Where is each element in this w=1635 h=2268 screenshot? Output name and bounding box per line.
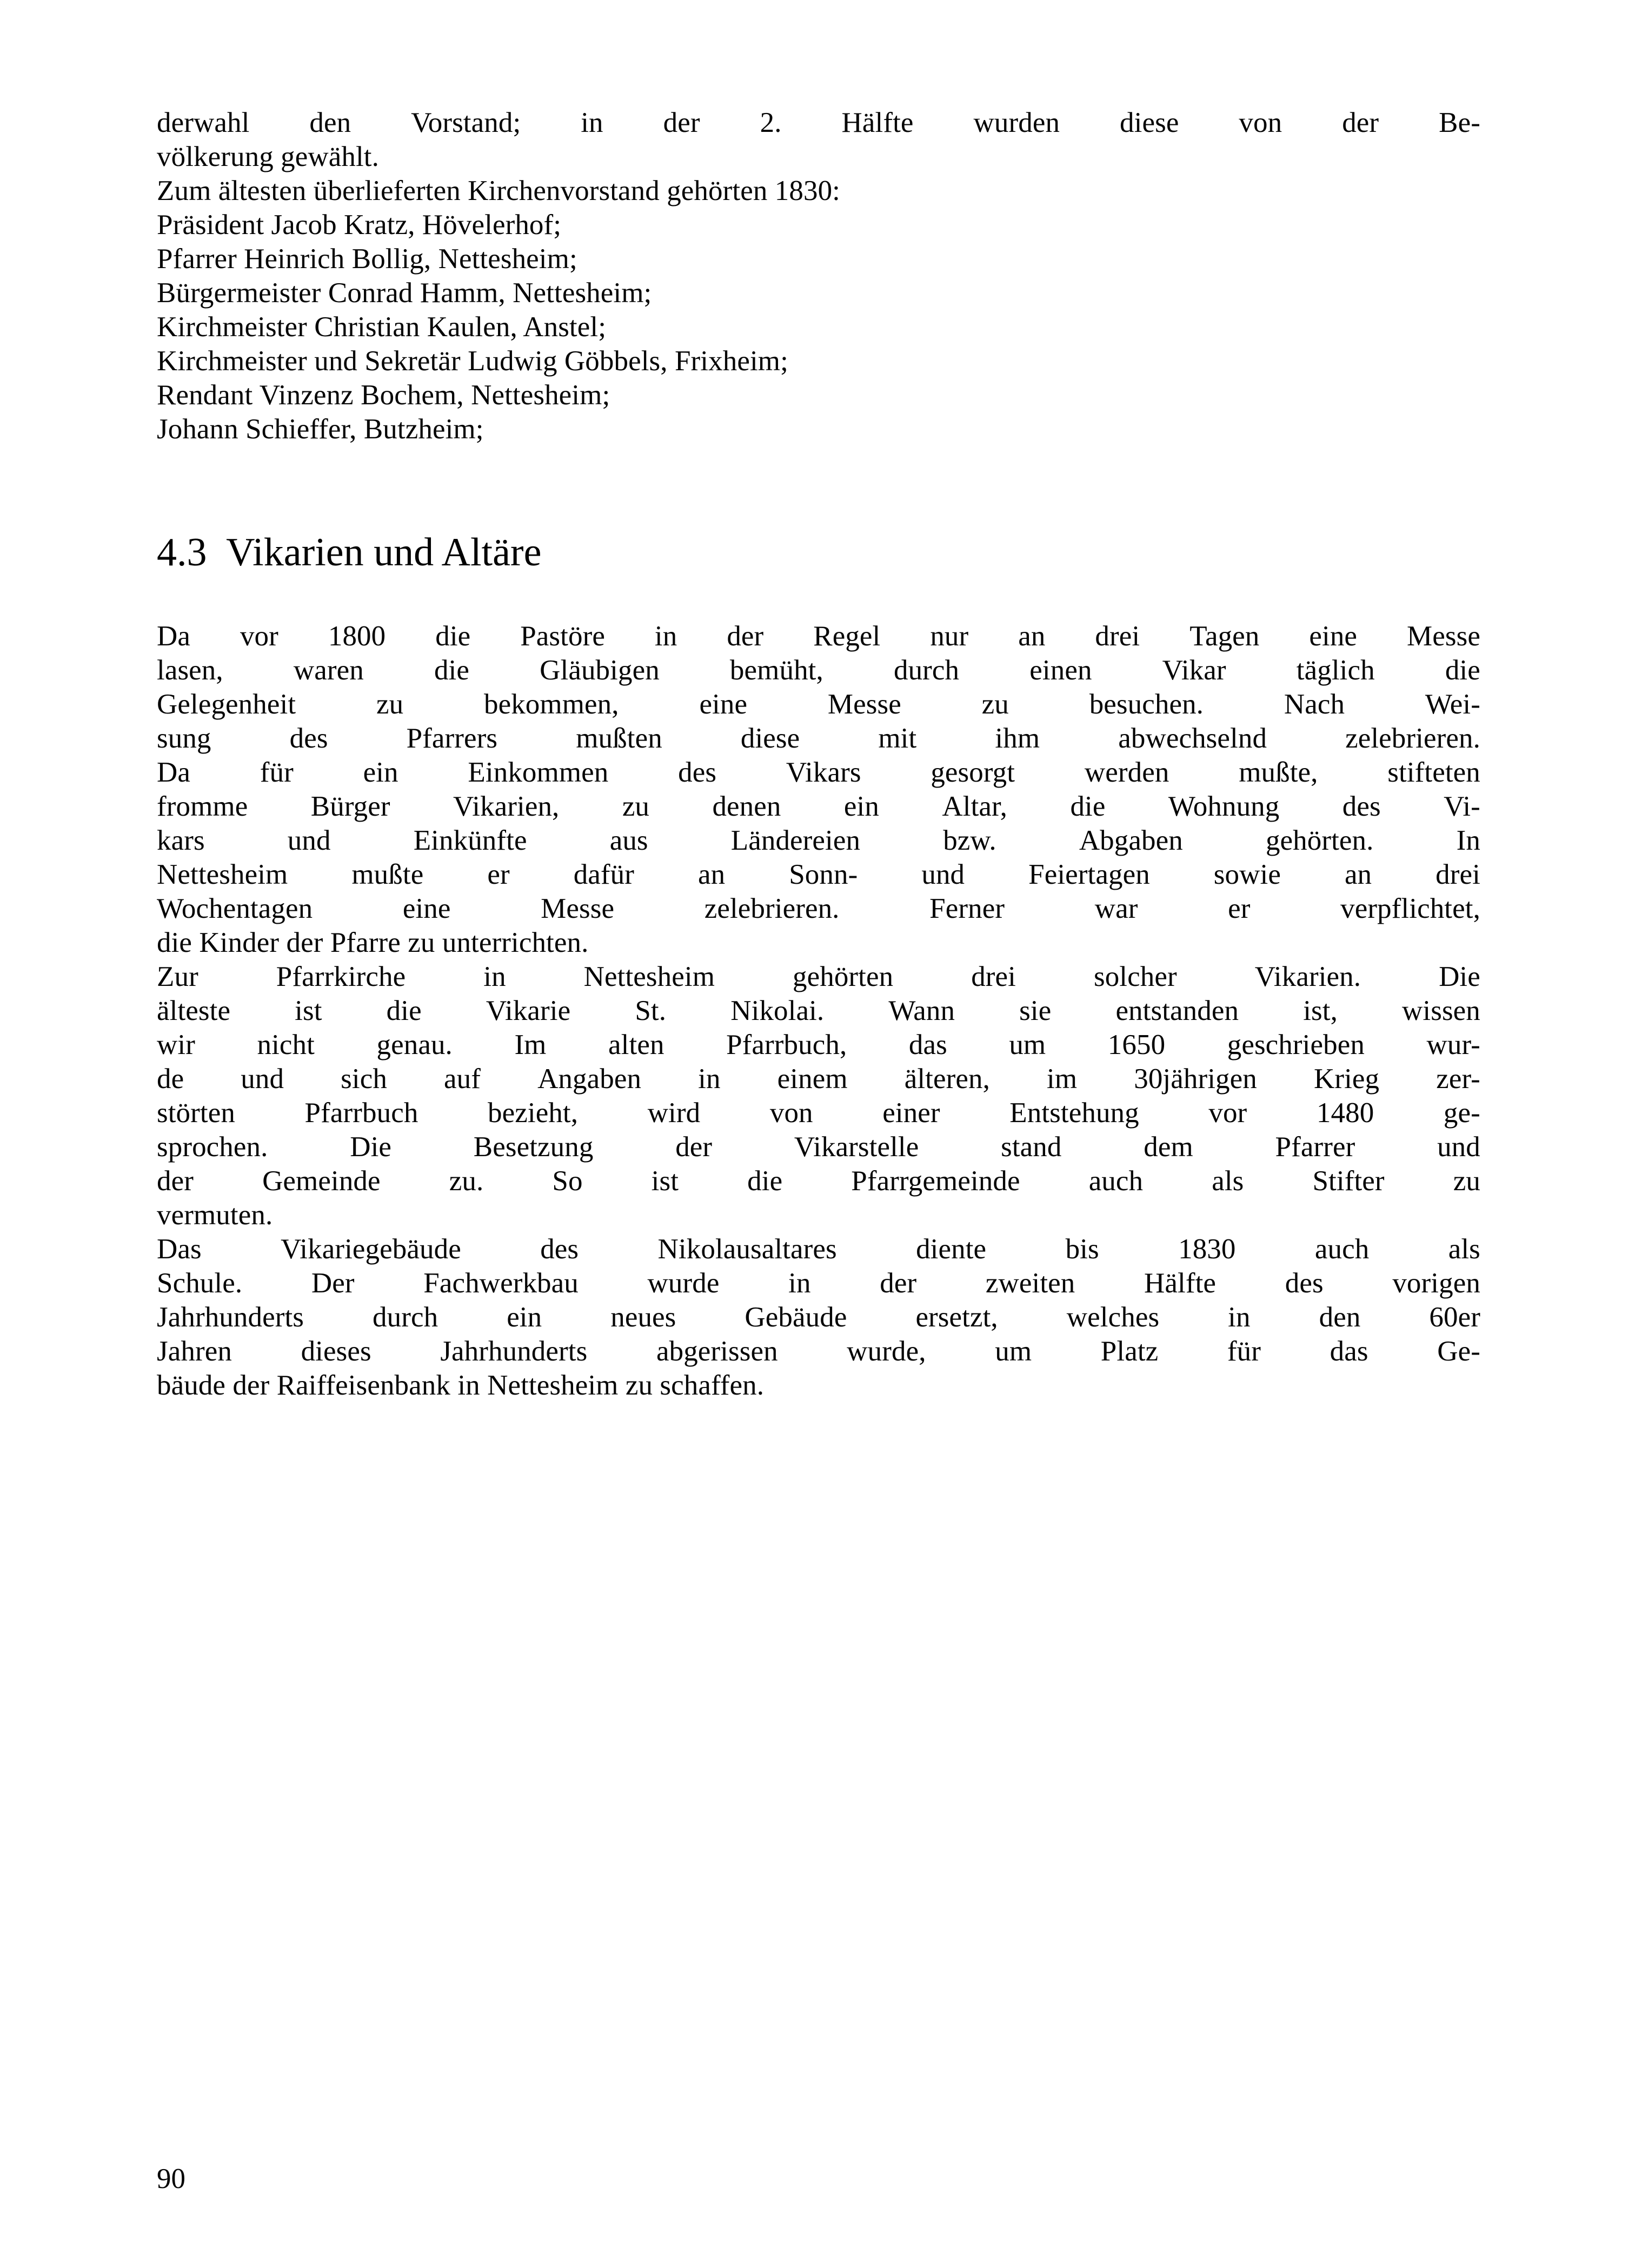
text-line: die Kinder der Pfarre zu unterrichten. bbox=[157, 927, 589, 958]
body-paragraph-3 bbox=[157, 960, 1480, 1232]
text-line: sprochen. Die Besetzung der Vikarstelle stand dem Pfarrer und bbox=[157, 1131, 1480, 1163]
page-number: 90 bbox=[157, 2163, 185, 2194]
text-line: sung des Pfarrers mußten diese mit ihm abwechselnd zelebrieren. bbox=[157, 723, 1480, 754]
board-list bbox=[157, 174, 1480, 446]
list-item: Kirchmeister Christian Kaulen, Anstel; bbox=[157, 311, 607, 343]
list-item: Johann Schieffer, Butzheim; bbox=[157, 413, 484, 445]
text-column bbox=[157, 106, 1480, 1403]
text-line: älteste ist die Vikarie St. Nikolai. Wann sie entstanden ist, wissen bbox=[157, 995, 1480, 1026]
text-line: vermuten. bbox=[157, 1199, 273, 1231]
text-line: Das Vikariegebäude des Nikolausaltares diente bis 1830 auch als bbox=[157, 1233, 1480, 1265]
text-line: Da für ein Einkommen des Vikars gesorgt werden mußte, stifteten bbox=[157, 757, 1480, 788]
text-line: Jahren dieses Jahrhunderts abgerissen wurde, um Platz für das Ge- bbox=[157, 1336, 1480, 1367]
board-list-intro: Zum ältesten überlieferten Kirchenvorstand gehörten 1830: bbox=[157, 175, 841, 206]
list-item: Bürgermeister Conrad Hamm, Nettesheim; bbox=[157, 277, 652, 309]
text-line: Zur Pfarrkirche in Nettesheim gehörten drei solcher Vikarien. Die bbox=[157, 961, 1480, 992]
list-item: Präsident Jacob Kratz, Hövelerhof; bbox=[157, 209, 562, 241]
text-line: bäude der Raiffeisenbank in Nettesheim zu schaffen. bbox=[157, 1370, 765, 1401]
text-line: kars und Einkünfte aus Ländereien bzw. Abgaben gehörten. In bbox=[157, 825, 1480, 856]
vertical-gap bbox=[157, 446, 1480, 528]
vertical-gap bbox=[157, 577, 1480, 619]
list-item: Kirchmeister und Sekretär Ludwig Göbbels, Frixheim; bbox=[157, 345, 788, 377]
text-line: Nettesheim mußte er dafür an Sonn- und Feiertagen sowie an drei bbox=[157, 859, 1480, 890]
body-paragraph-1 bbox=[157, 619, 1480, 756]
section-heading: 4.3 Vikarien und Altäre bbox=[157, 530, 542, 575]
text-line: derwahl den Vorstand; in der 2. Hälfte wurden diese von der Be- bbox=[157, 107, 1480, 138]
continued-paragraph bbox=[157, 106, 1480, 174]
text-line: wir nicht genau. Im alten Pfarrbuch, das um 1650 geschrieben wur- bbox=[157, 1029, 1480, 1060]
body-paragraph-2 bbox=[157, 756, 1480, 960]
text-line: Gelegenheit zu bekommen, eine Messe zu besuchen. Nach Wei- bbox=[157, 689, 1480, 720]
text-line: völkerung gewählt. bbox=[157, 141, 379, 172]
list-item: Pfarrer Heinrich Bollig, Nettesheim; bbox=[157, 243, 577, 275]
text-line: Schule. Der Fachwerkbau wurde in der zweiten Hälfte des vorigen bbox=[157, 1268, 1480, 1299]
text-line: der Gemeinde zu. So ist die Pfarrgemeinde auch als Stifter zu bbox=[157, 1165, 1480, 1197]
text-line: de und sich auf Angaben in einem älteren, im 30jährigen Krieg zer- bbox=[157, 1063, 1480, 1095]
text-line: störten Pfarrbuch bezieht, wird von einer Entstehung vor 1480 ge- bbox=[157, 1097, 1480, 1129]
text-line: Da vor 1800 die Pastöre in der Regel nur an drei Tagen eine Messe bbox=[157, 621, 1480, 652]
text-line: Jahrhunderts durch ein neues Gebäude ersetzt, welches in den 60er bbox=[157, 1302, 1480, 1333]
body-paragraph-4 bbox=[157, 1232, 1480, 1403]
text-line: fromme Bürger Vikarien, zu denen ein Altar, die Wohnung des Vi- bbox=[157, 791, 1480, 822]
list-item: Rendant Vinzenz Bochem, Nettesheim; bbox=[157, 379, 610, 411]
text-line: lasen, waren die Gläubigen bemüht, durch einen Vikar täglich die bbox=[157, 655, 1480, 686]
text-line: Wochentagen eine Messe zelebrieren. Ferner war er verpflichtet, bbox=[157, 893, 1480, 924]
